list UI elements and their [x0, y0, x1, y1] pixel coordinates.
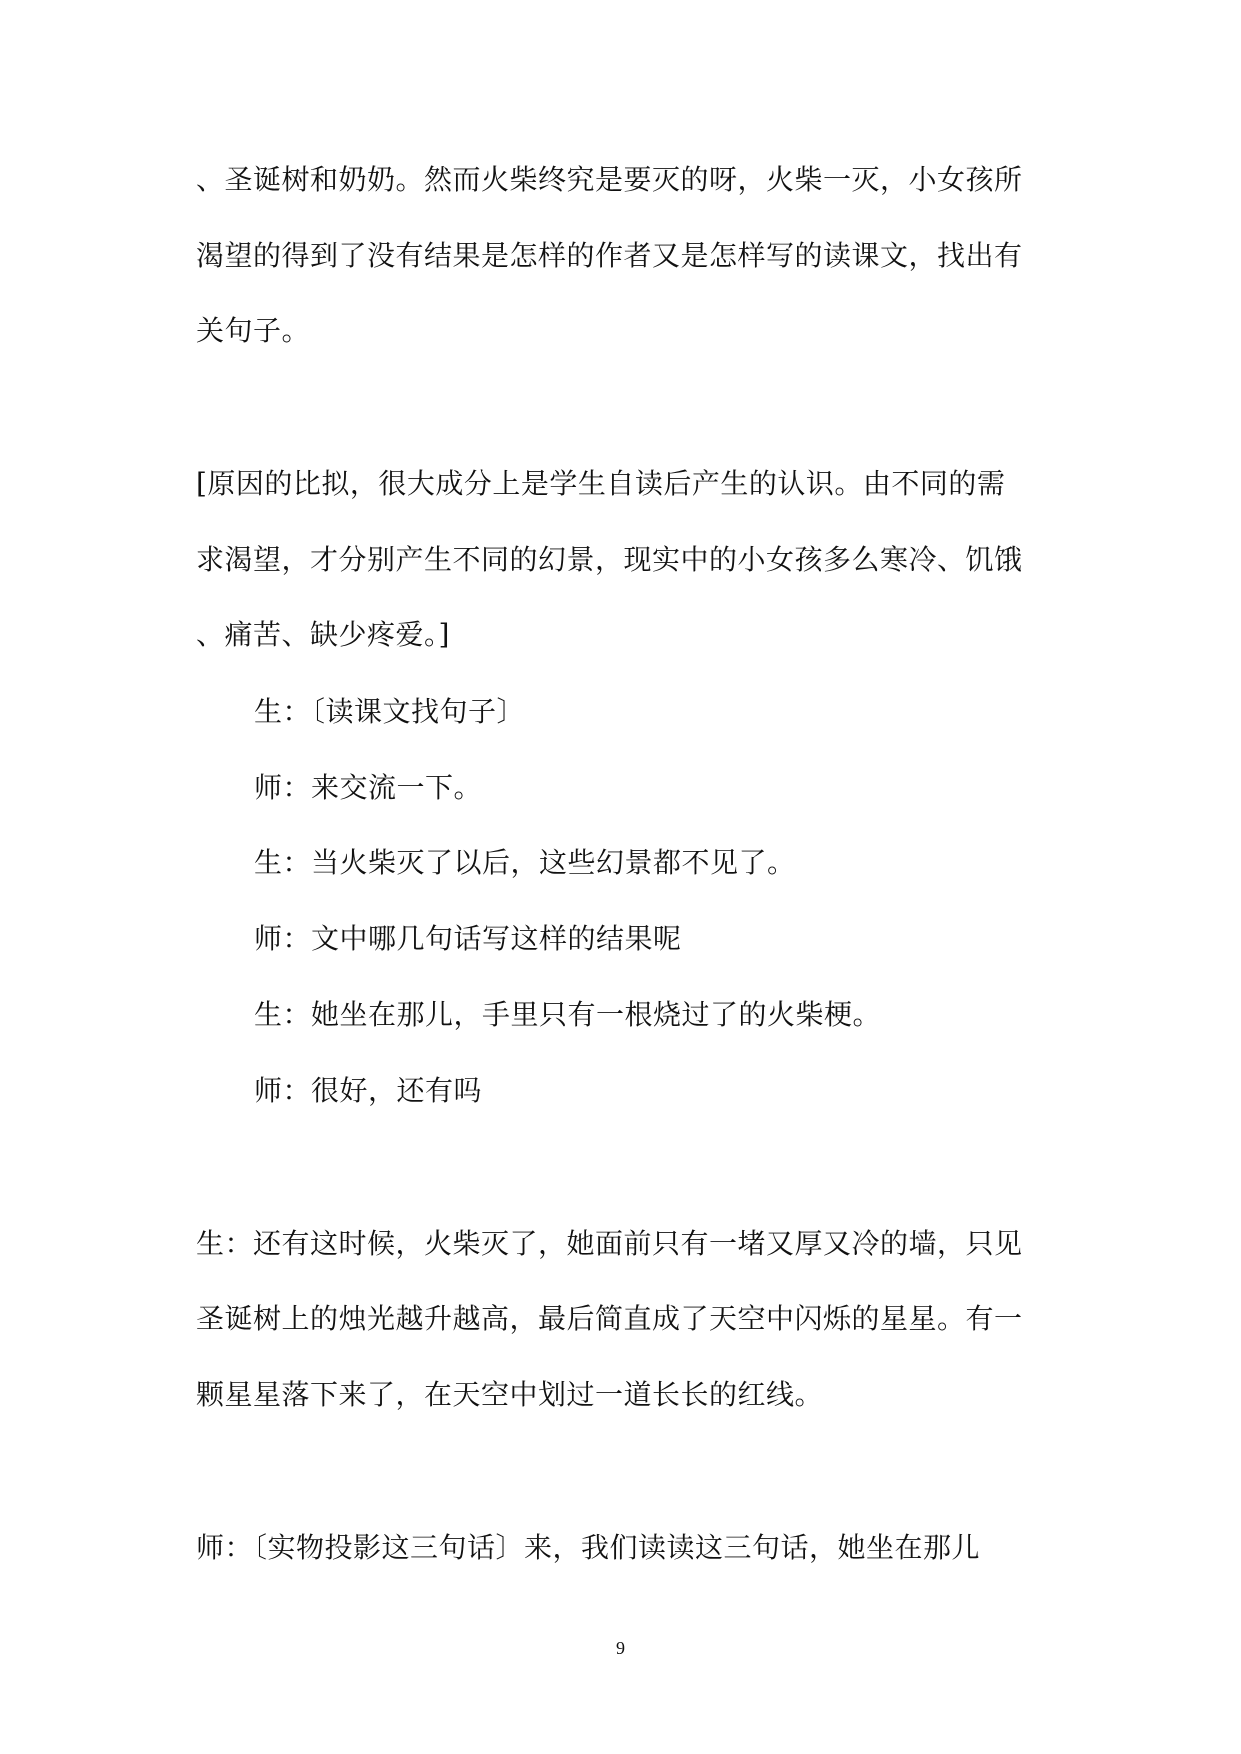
paragraph-line: 渴望的得到了没有结果是怎样的作者又是怎样写的读课文，找出有: [196, 239, 1023, 272]
dialogue-line: 生：〔读课文找句子〕: [254, 695, 526, 728]
dialogue-line: 师：来交流一下。: [254, 771, 483, 804]
paragraph-line: 、圣诞树和奶奶。然而火柴终究是要灭的呀，火柴一灭，小女孩所: [196, 163, 1023, 196]
paragraph-line: 圣诞树上的烛光越升越高，最后简直成了天空中闪烁的星星。有一: [196, 1302, 1023, 1335]
paragraph-line: 生：还有这时候，火柴灭了，她面前只有一堵又厚又冷的墙，只见: [196, 1227, 1023, 1260]
dialogue-line: 生：她坐在那儿，手里只有一根烧过了的火柴梗。: [254, 998, 882, 1031]
paragraph-line: [原因的比拟，很大成分上是学生自读后产生的认识。由不同的需: [196, 467, 1006, 500]
dialogue-line: 生：当火柴灭了以后，这些幻景都不见了。: [254, 846, 796, 879]
paragraph-line: 关句子。: [196, 314, 311, 347]
dialogue-line: 师：文中哪几句话写这样的结果呢: [254, 922, 682, 955]
page-number: 9: [616, 1638, 625, 1658]
paragraph-line: 、痛苦、缺少疼爱。]: [196, 618, 450, 651]
paragraph-line: 颗星星落下来了，在天空中划过一道长长的红线。: [196, 1378, 824, 1411]
paragraph-line: 师：〔实物投影这三句话〕来，我们读读这三句话，她坐在那儿: [196, 1531, 981, 1564]
paragraph-line: 求渴望，才分别产生不同的幻景，现实中的小女孩多么寒冷、饥饿: [196, 543, 1023, 576]
dialogue-line: 师：很好，还有吗: [254, 1074, 483, 1107]
